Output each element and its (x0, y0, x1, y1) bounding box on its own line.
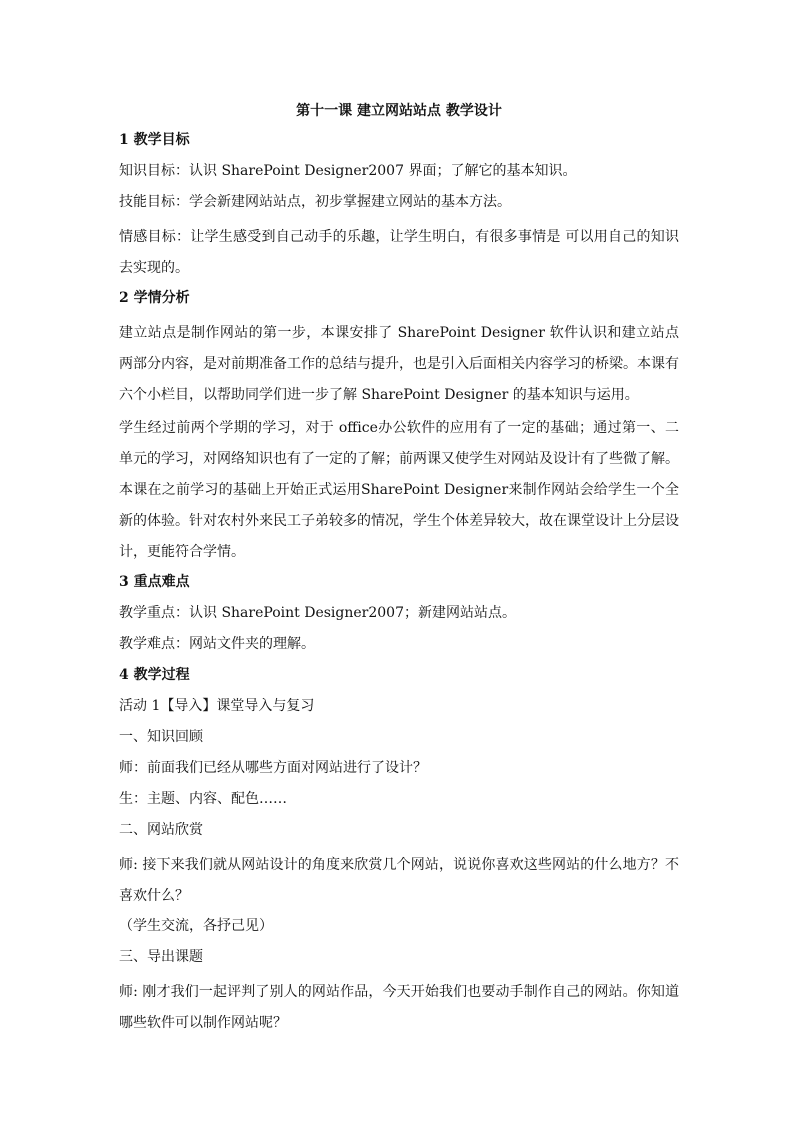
document-title: 第十一课 建立网站站点 教学设计 (296, 103, 502, 119)
paragraph: 教学难点：网站文件夹的理解。 (119, 636, 315, 652)
paragraph: 学生经过前两个学期的学习，对于 office办公软件的应用有了一定的基础；通过第一、二单元的学习，对网络知识也有了一定的了解；前两课又使学生对网站及设计有了些微了解。本课在之前学习的基础上开始正式运用SharePoint Designer来制作网站会给学生一个全新的体验。针对农村外来民工子弟较多的情况，学生个体差异较大，故在课堂设计上分层设计，更能符合学情。 (119, 420, 679, 560)
document-page (119, 101, 679, 1039)
paragraph: 二、网站欣赏 (119, 822, 203, 838)
paragraph: 情感目标：让学生感受到自己动手的乐趣，让学生明白，有很多事情是 可以用自己的知识去实现的。 (119, 229, 679, 276)
section-heading-key-points: 3 重点难点 (119, 574, 190, 590)
paragraph: 建立站点是制作网站的第一步，本课安排了 SharePoint Designer 软件认识和建立站点两部分内容，是对前期准备工作的总结与提升，也是引入后面相关内容学习的桥梁。本课有六个小栏目，以帮助同学们进一步了解 SharePoint Designer 的基本知识与运用。 (119, 325, 679, 403)
paragraph: 教学重点：认识 SharePoint Designer2007；新建网站站点。 (119, 605, 516, 621)
paragraph: 师：前面我们已经从哪些方面对网站进行了设计？ (119, 760, 427, 776)
paragraph: 技能目标：学会新建网站站点，初步掌握建立网站的基本方法。 (119, 194, 511, 210)
paragraph: 三、导出课题 (119, 949, 203, 965)
paragraph: 师: 刚才我们一起评判了别人的网站作品，今天开始我们也要动手制作自己的网站。你知道哪些软件可以制作网站呢？ (119, 984, 679, 1031)
paragraph: 一、知识回顾 (119, 729, 203, 745)
paragraph: 生：主题、内容、配色…… (119, 791, 287, 807)
paragraph: （学生交流，各抒己见） (119, 918, 273, 934)
paragraph: 知识目标：认识 SharePoint Designer2007 界面；了解它的基本知识。 (119, 163, 577, 179)
section-heading-process: 4 教学过程 (119, 667, 190, 683)
paragraph: 活动 1【导入】课堂导入与复习 (119, 698, 315, 714)
section-heading-goals: 1 教学目标 (119, 132, 190, 148)
section-heading-analysis: 2 学情分析 (119, 290, 190, 306)
paragraph: 师: 接下来我们就从网站设计的角度来欣赏几个网站，说说你喜欢这些网站的什么地方？不喜欢什么？ (119, 857, 679, 904)
